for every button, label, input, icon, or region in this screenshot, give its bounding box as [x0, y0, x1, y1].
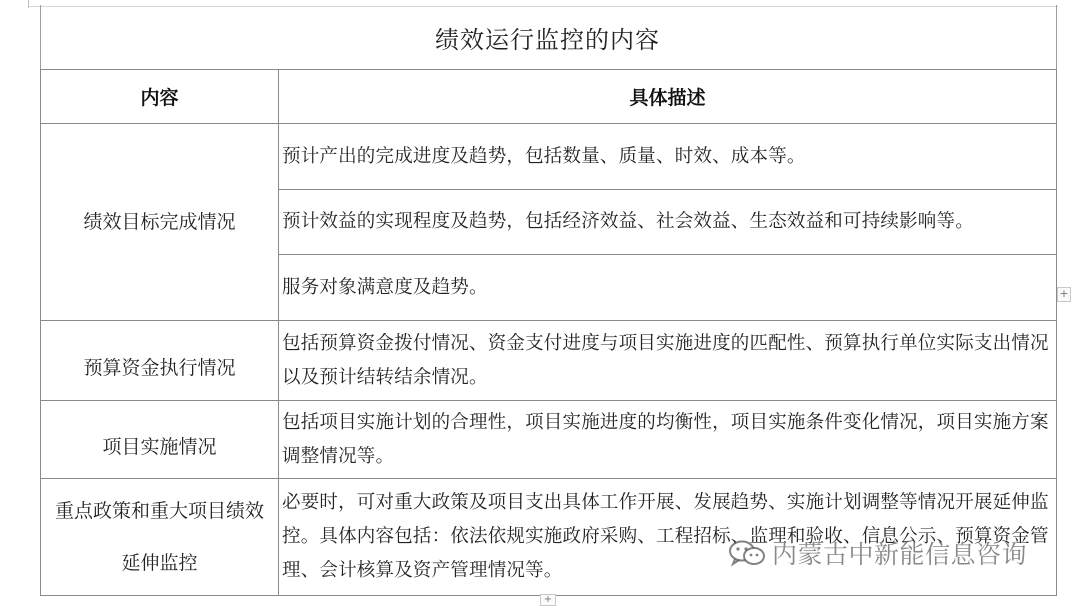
- table-row: [41, 321, 1057, 401]
- category-cell: 重点政策和重大项目绩效延伸监控: [41, 479, 279, 596]
- page-corner-mark: [28, 0, 29, 8]
- description-cell: 必要时，可对重大政策及项目支出具体工作开展、发展趋势、实施计划调整等情况开展延伸监控。具体内容包括：依法依规实施政府采购、工程招标、监理和验收、信息公示、预算资金管理、会计核算及资产管理情况等。: [279, 479, 1057, 596]
- description-cell: 包括预算资金拨付情况、资金支付进度与项目实施进度的匹配性、预算执行单位实际支出情况以及预计结转结余情况。: [279, 321, 1057, 401]
- wechat-icon: [728, 539, 766, 567]
- monitoring-content-table: [40, 69, 1057, 596]
- description-cell: 服务对象满意度及趋势。: [279, 255, 1057, 321]
- table-row: [41, 124, 1057, 190]
- description-cell: 预计产出的完成进度及趋势，包括数量、质量、时效、成本等。: [279, 124, 1057, 190]
- description-cell: 包括项目实施计划的合理性，项目实施进度的均衡性，项目实施条件变化情况，项目实施方案调整情况等。: [279, 401, 1057, 479]
- category-cell: 项目实施情况: [41, 401, 279, 479]
- table-title: 绩效运行监控的内容: [40, 5, 1055, 70]
- table-row: [41, 401, 1057, 479]
- add-row-button[interactable]: +: [540, 594, 556, 606]
- description-cell: 预计效益的实现程度及趋势，包括经济效益、社会效益、生态效益和可持续影响等。: [279, 190, 1057, 255]
- watermark: [728, 535, 1027, 571]
- add-column-button[interactable]: +: [1057, 287, 1071, 302]
- watermark-text: 内蒙古中新能信息咨询: [772, 540, 1028, 569]
- category-cell: 绩效目标完成情况: [41, 124, 279, 321]
- category-cell: 预算资金执行情况: [41, 321, 279, 401]
- table-header-row: [41, 70, 1057, 124]
- header-content: 内容: [41, 70, 279, 124]
- header-description: 具体描述: [279, 70, 1057, 124]
